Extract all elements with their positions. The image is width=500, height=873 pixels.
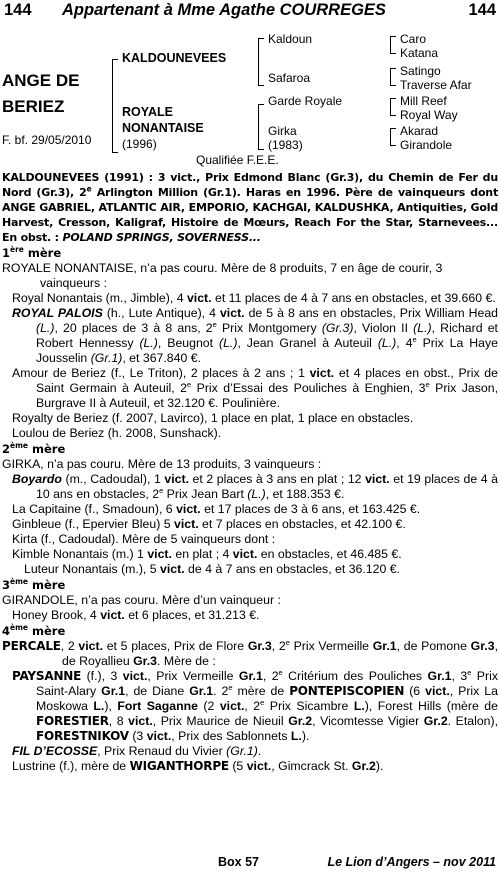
catalogue-body [2, 170, 498, 774]
great-grandparent-6: Royal Way [400, 108, 458, 122]
first-dam-heading [2, 246, 498, 261]
sire-description [2, 170, 498, 245]
text-bold: vict. [365, 472, 390, 486]
text: Prix Sicambre [264, 699, 354, 713]
heading-sup: ère [10, 245, 24, 255]
sup: e [425, 379, 430, 389]
bracket-dam-parents [258, 104, 264, 150]
bracket-gg-1 [390, 36, 396, 54]
sup: e [187, 379, 192, 389]
horse-name-line1: ANGE DE [2, 71, 80, 90]
text: (m., Cadoudal), 1 [61, 472, 165, 486]
text-bold: L. [290, 729, 302, 743]
box-number: Box 57 [218, 855, 259, 869]
text: , Prix Renaud du Vivier [97, 744, 227, 758]
text-bold: Gr.2 [423, 714, 448, 728]
horse-name-line2: BERIEZ [2, 97, 65, 116]
text: , Violon II [353, 321, 414, 335]
page-header [4, 0, 496, 22]
heading-sup: ème [10, 623, 29, 633]
produce-lustrine [2, 759, 498, 774]
text: de 4 à 7 ans en obstacles, et 36.120 €. [184, 562, 400, 576]
text-bold: Gr.1 [427, 669, 452, 683]
text: , 2 [271, 639, 286, 653]
great-grandparent-1: Caro [400, 32, 427, 46]
horse-name-bold: FORESTNIKOV [36, 729, 129, 743]
bracket-gg-2 [390, 68, 396, 86]
grandsire-4: Girka [268, 124, 297, 138]
text: , Beugnot [157, 336, 219, 350]
text: , 2 [60, 639, 79, 653]
heading-word: mère [23, 246, 62, 260]
text-bold: Gr.2 [288, 714, 313, 728]
text-bold: vict. [160, 562, 185, 576]
second-dam-intro: GIRKA, n’a pas couru. Mère de 13 produits, 3 vainqueurs : [2, 457, 322, 471]
text: ). [375, 759, 384, 773]
text-bold: vict. [309, 366, 335, 380]
text: Prix d’Essai des Pouliches à Enghien, 3 [191, 381, 426, 395]
text: et 19 places de 4 à 10 ans en obstacles, 2 [36, 472, 498, 501]
text: , Vicomtesse Vigier [312, 714, 424, 728]
sup: e [212, 319, 217, 329]
text: , de Royallieu [62, 639, 498, 668]
horse-name-bold: Boyardo [12, 472, 62, 486]
text-bold: vict. [100, 608, 125, 622]
sale-name: Le Lion d’Angers – nov 2011 [327, 855, 496, 869]
bracket-gg-4 [390, 128, 396, 146]
text-bold: vict. [246, 759, 272, 773]
third-dam-intro: GIRANDOLE, n’a pas couru. Mère d’un vainqueur : [2, 593, 281, 607]
sire-text-c: POLAND SPRINGS, SOVERNESS... [62, 231, 261, 244]
text: et 5 places, Prix de Flore [103, 639, 248, 653]
horse-name-bold: WIGANTHORPE [129, 759, 229, 773]
text-bold: Gr.1 [101, 684, 126, 698]
produce-paysanne [2, 669, 498, 744]
text: , 20 places de 3 à 8 ans, 2 [54, 321, 213, 335]
sup: e [285, 637, 290, 647]
text-italic: (L.) [139, 336, 158, 350]
text-bold: vict. [232, 547, 258, 561]
horse-name-bold: Fort Saganne [117, 699, 198, 713]
produce-royalty-de-beriez: Royalty de Beriez (f. 2007, Lavirco), 1 place en plat, 1 place en obstacles. [12, 411, 414, 425]
text-bold: vict. [147, 547, 172, 561]
produce-luteur-nonantais [2, 562, 498, 577]
text-italic: (L.) [377, 336, 397, 350]
text-bold: vict. [78, 639, 104, 653]
great-grandparent-3: Satingo [400, 64, 441, 78]
grandsire-3: Garde Royale [268, 94, 343, 108]
horse-name-bold: FIL D’ECOSSE [12, 744, 98, 758]
dam-name-line2: NONANTAISE [122, 121, 204, 135]
text-bold: vict. [219, 699, 245, 713]
text: , 3 [451, 669, 468, 683]
text-italic: (L.) [219, 336, 238, 350]
text-italic: (Gr.1) [226, 744, 258, 758]
heading-word: mère [28, 442, 66, 456]
grandsire-2: Safaroa [268, 71, 311, 85]
bracket-gg-3 [390, 98, 396, 116]
produce-kimble-nonantais [2, 547, 498, 562]
text: Kimble Nonantais (m.) 1 [12, 547, 148, 561]
text: . Etalon), [447, 714, 499, 728]
produce-kirta: Kirta (f., Cadoudal). Mère de 5 vainqueurs dont : [12, 532, 276, 546]
text: ). [301, 729, 310, 743]
text: et 17 places de 3 à 6 ans, et 163.425 €. [200, 502, 421, 516]
text: et 11 places de 4 à 7 ans en obstacles, et 39.660 €. [211, 291, 496, 305]
qualification: Qualifiée F.E.E. [196, 153, 279, 167]
text: et 4 places en obst., Prix de Saint Germain à Auteuil, 2 [36, 366, 498, 395]
text: Honey Brook, 4 [12, 608, 101, 622]
great-grandparent-7: Akarad [400, 124, 439, 138]
sup: e [412, 334, 417, 344]
text: , et 188.353 €. [265, 487, 345, 501]
text: (2 [197, 699, 220, 713]
text-bold: Gr.1 [372, 639, 397, 653]
grandsire-4-year: (1983) [268, 138, 303, 152]
dam-name [122, 104, 252, 136]
text: (f.), 3 [81, 669, 123, 683]
text-bold: Gr.3 [470, 639, 495, 653]
text: et 6 places, et 31.213 €. [124, 608, 260, 622]
great-grandparent-5: Mill Reef [400, 94, 447, 108]
text: ), [104, 699, 118, 713]
text: , de Pomone [396, 639, 471, 653]
first-dam-intro: ROYALE NONANTAISE, n’a pas couru. Mère de 8 produits, 7 en âge de courir, 3 vainqueurs : [2, 261, 443, 290]
horse-info: F. bf. 29/05/2010 [2, 133, 92, 147]
text: , Richard et Robert Hennessy [36, 321, 498, 350]
text: , 4 [396, 336, 413, 350]
text: Prix Montgomery [216, 321, 322, 335]
horse-name-bold: ROYAL PALOIS [12, 306, 103, 320]
sire-text-sup: e [86, 184, 92, 194]
great-grandparent-4: Traverse Afar [400, 78, 472, 92]
text: (6 [404, 684, 426, 698]
text-bold: vict. [219, 306, 245, 320]
text: et 7 places en obstacles, et 42.100 €. [198, 517, 406, 531]
produce-honey-brook [2, 608, 498, 623]
great-grandparent-8: Girandole [400, 138, 453, 152]
text: en obstacles, et 46.485 €. [257, 547, 402, 561]
text: en plat ; 4 [171, 547, 233, 561]
third-dam-heading [2, 578, 498, 593]
text-bold: L. [353, 699, 365, 713]
page-title: Appartenant à Mme Agathe COURREGES [62, 1, 386, 19]
sup: e [228, 682, 233, 692]
produce-amour-de-beriez [2, 366, 498, 411]
page-number-right: 144 [468, 1, 496, 19]
page-footer [0, 852, 500, 872]
produce-loulou-de-beriez: Loulou de Beriez (h. 2008, Sunshack). [12, 426, 222, 440]
text-bold: Gr.1 [189, 684, 214, 698]
text-bold: vict. [176, 502, 201, 516]
text: Prix Saint-Alary [36, 669, 498, 698]
fourth-dam-percale [2, 639, 498, 669]
text-bold: vict. [128, 714, 153, 728]
produce-ginbleue [2, 517, 498, 532]
sup: e [278, 667, 283, 677]
text-bold: vict. [164, 472, 189, 486]
produce-royal-palois [2, 306, 498, 366]
sire-text-b: Arlington Million (Gr.1). Haras en 1996. Père de vainqueurs dont ANGE GABRIEL, ATLANTIC AIR, EMPORIO, KACHGAI, KALDUSHKA, Antiquities, Gold Harvest, Cresson, Kaligraf, Histoire de Mœurs, Reach For the Star, Starnevees... En obst. : [2, 186, 499, 244]
great-grandparent-2: Katana [400, 46, 439, 60]
text-bold: vict. [146, 729, 172, 743]
text: Critérium des Pouliches [282, 669, 428, 683]
heading-word: mère [28, 578, 66, 592]
text: La Capitaine (f., Smadoun), 6 [12, 502, 177, 516]
text: ), Forest Hills (mère de [364, 699, 498, 713]
text: Luteur Nonantais (m.), 5 [24, 562, 161, 576]
horse-name [2, 68, 112, 120]
heading-num: 3 [2, 578, 11, 592]
page-number-left: 144 [4, 1, 32, 19]
text: Ginbleue (f., Epervier Bleu) 5 [12, 517, 174, 531]
text: Prix Jean Bart [163, 487, 248, 501]
text: . [257, 744, 262, 758]
text: , 8 [108, 714, 129, 728]
horse-name-bold: PONTEPISCOPIEN [289, 684, 405, 698]
produce-fil-d-ecosse [2, 744, 498, 759]
text: , Prix Maurice de Nieuil [152, 714, 289, 728]
text: . 2 [213, 684, 229, 698]
text: (h., Lute Antique), 4 [102, 306, 220, 320]
text: , 2 [262, 669, 279, 683]
bracket-sire-dam [112, 59, 118, 153]
text: , Jean Granel à Auteuil [237, 336, 378, 350]
text-italic: (Gr.1) [90, 351, 123, 365]
text: Prix La Haye Jousselin [36, 336, 498, 365]
heading-word: mère [28, 624, 66, 638]
text-bold: Gr.3 [133, 654, 158, 668]
text: et 2 places à 3 ans en plat ; 12 [188, 472, 366, 486]
text: (5 [228, 759, 247, 773]
text: de 5 à 8 ans en obstacles, Prix William Head [244, 306, 499, 320]
text: . Mère de : [157, 654, 216, 668]
text-bold: vict. [122, 669, 148, 683]
text-italic: (L.) [413, 321, 432, 335]
text: Royal Nonantais (m., Jimble), 4 [12, 291, 187, 305]
dam-year: (1996) [122, 137, 157, 151]
heading-sup: ème [10, 577, 29, 587]
horse-name-bold: PAYSANNE [12, 669, 82, 683]
text: , Prix des Sablonnets [171, 729, 291, 743]
second-dam-heading [2, 442, 498, 457]
text: , Prix Vermeille [147, 669, 239, 683]
grandsire-1: Kaldoun [268, 32, 313, 46]
text-italic: (L.) [247, 487, 266, 501]
text: , Gimcrack St. [271, 759, 352, 773]
bracket-sire-parents [258, 38, 264, 86]
text: , et 367.840 €. [122, 351, 201, 365]
heading-sup: ème [10, 441, 29, 451]
text: , de Diane [125, 684, 190, 698]
text: , Prix La Moskowa [36, 684, 498, 713]
heading-num: 4 [2, 624, 11, 638]
horse-name-bold: PERCALE [2, 639, 61, 653]
sup: e [467, 667, 472, 677]
text-italic: (L.) [36, 321, 55, 335]
text: Amour de Beriez (f., Le Triton), 2 places à 2 ans ; 1 [12, 366, 310, 380]
text: (3 [128, 729, 147, 743]
text-bold: L. [93, 699, 105, 713]
horse-name-bold: FORESTIER [36, 714, 109, 728]
heading-num: 1 [2, 246, 11, 260]
sire-name: KALDOUNEVEES [122, 51, 227, 65]
text-bold: Gr.1 [238, 669, 263, 683]
text-italic: (Gr.3) [321, 321, 354, 335]
pedigree-table [0, 26, 500, 166]
text: , 2 [244, 699, 261, 713]
produce-la-capitaine [2, 502, 498, 517]
sup: e [260, 697, 265, 707]
text-bold: vict. [425, 684, 450, 698]
heading-num: 2 [2, 442, 11, 456]
text-bold: Gr.2 [351, 759, 376, 773]
text: mère de [232, 684, 290, 698]
produce-boyardo [2, 472, 498, 502]
text-bold: Gr.3 [247, 639, 272, 653]
text: Lustrine (f.), mère de [12, 759, 130, 773]
fourth-dam-heading [2, 624, 498, 639]
sire-text-a: KALDOUNEVEES (1991) : 3 vict., Prix Edmond Blanc (Gr.3), du Chemin de Fer du Nord (Gr.3), 2 [2, 171, 498, 199]
text-bold: vict. [174, 517, 199, 531]
text-bold: vict. [186, 291, 212, 305]
text: Prix Vermeille [289, 639, 373, 653]
dam-name-line1: ROYALE [122, 105, 173, 119]
produce-royal-nonantais [2, 291, 498, 306]
text: Prix Jason, Burgrave II à Auteuil, et 32.120 €. Poulinière. [36, 381, 498, 410]
sup: e [159, 485, 164, 495]
